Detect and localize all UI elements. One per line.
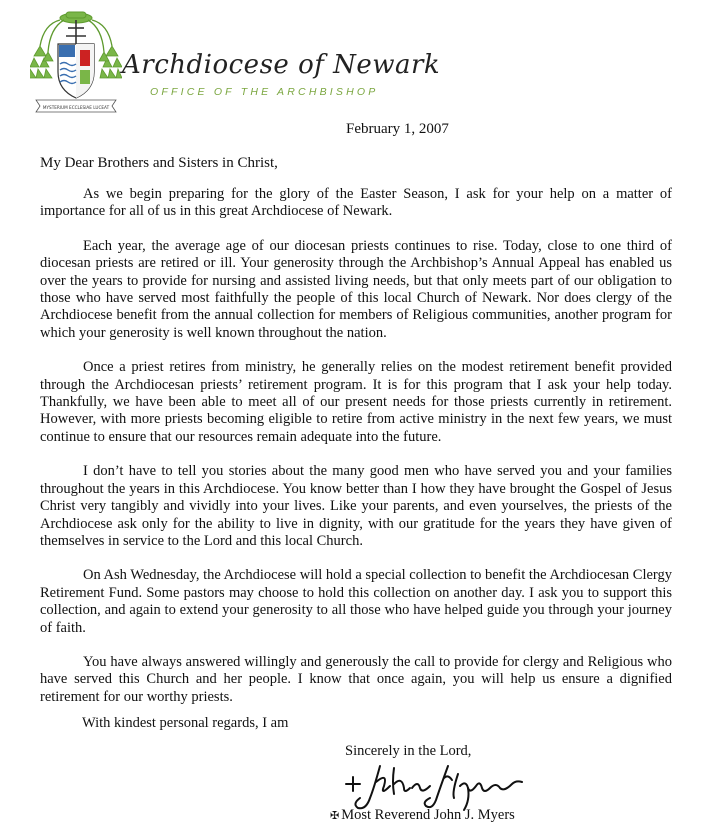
paragraph: As we begin preparing for the glory of the Easter Season, I ask for your help on a matter of importance for all of us in this great Archdiocese of Newark. — [40, 186, 672, 220]
paragraph: I don’t have to tell you stories about the many good men who have served you and your families throughout the years in this Archdiocese. You know better than I how they have brought the Gospel of Jesus Christ very tangibly and vividly into your lives. Like your parents, and even yourselves, the priests of the Archdiocese ask only for the ability to live in dignity, with our gratitude for the years they have given of themselves in service to the Lord and this local Church. — [40, 463, 672, 549]
paragraph: Each year, the average age of our diocesan priests continues to rise. Today, close to one third of diocesan priests are retired or ill. Your generosity through the Archbishop’s Annual Appeal has enabled us over the years to provide for nursing and assisted living needs, but that only meets part of our obligation to those who have served most faithfully the people of this local Church of Newark. Nor does clergy of the Archdiocese benefit from the annual collection for members of Religious communities, another program for which your generosity is well known throughout the nation. — [40, 237, 672, 341]
signer-name: Most Reverend John J. Myers — [341, 807, 515, 823]
letter-date: February 1, 2007 — [346, 121, 449, 137]
archdiocese-crest-logo — [30, 6, 122, 114]
organization-name: Archdiocese of Newark — [122, 50, 441, 80]
cross-icon: ✠ — [330, 810, 340, 822]
office-subtitle: OFFICE OF THE ARCHBISHOP — [150, 86, 379, 98]
crest-motto: MYSTERIUM ECCLESIAE LUCEAT — [42, 105, 110, 110]
sign-off: Sincerely in the Lord, — [345, 743, 472, 759]
letter-body — [40, 186, 672, 723]
paragraph: Once a priest retires from ministry, he generally relies on the modest retirement benefit provided through the Archdiocesan priests’ retirement program. It is for this program that I ask your help today. Thankfully, we have been able to meet all of our present needs for those priests currently in retirement. However, with more priests becoming eligible to retire from active ministry in the next few years, we must continue to ensure that our resources remain adequate into the future. — [40, 359, 672, 445]
signer-name-line — [330, 807, 515, 824]
closing-line: With kindest personal regards, I am — [82, 715, 289, 731]
paragraph: You have always answered willingly and generously the call to provide for clergy and Religious who have served this Church and her people. I know that once again, you will help us ensure a dignified retirement for our worthy priests. — [40, 653, 672, 705]
paragraph: On Ash Wednesday, the Archdiocese will hold a special collection to benefit the Archdiocesan Clergy Retirement Fund. Some pastors may choose to hold this collection on another day. I ask you to support this collection, and again to extend your generosity to all those who have helped guide you through your journey of faith. — [40, 567, 672, 636]
salutation: My Dear Brothers and Sisters in Christ, — [40, 155, 278, 171]
